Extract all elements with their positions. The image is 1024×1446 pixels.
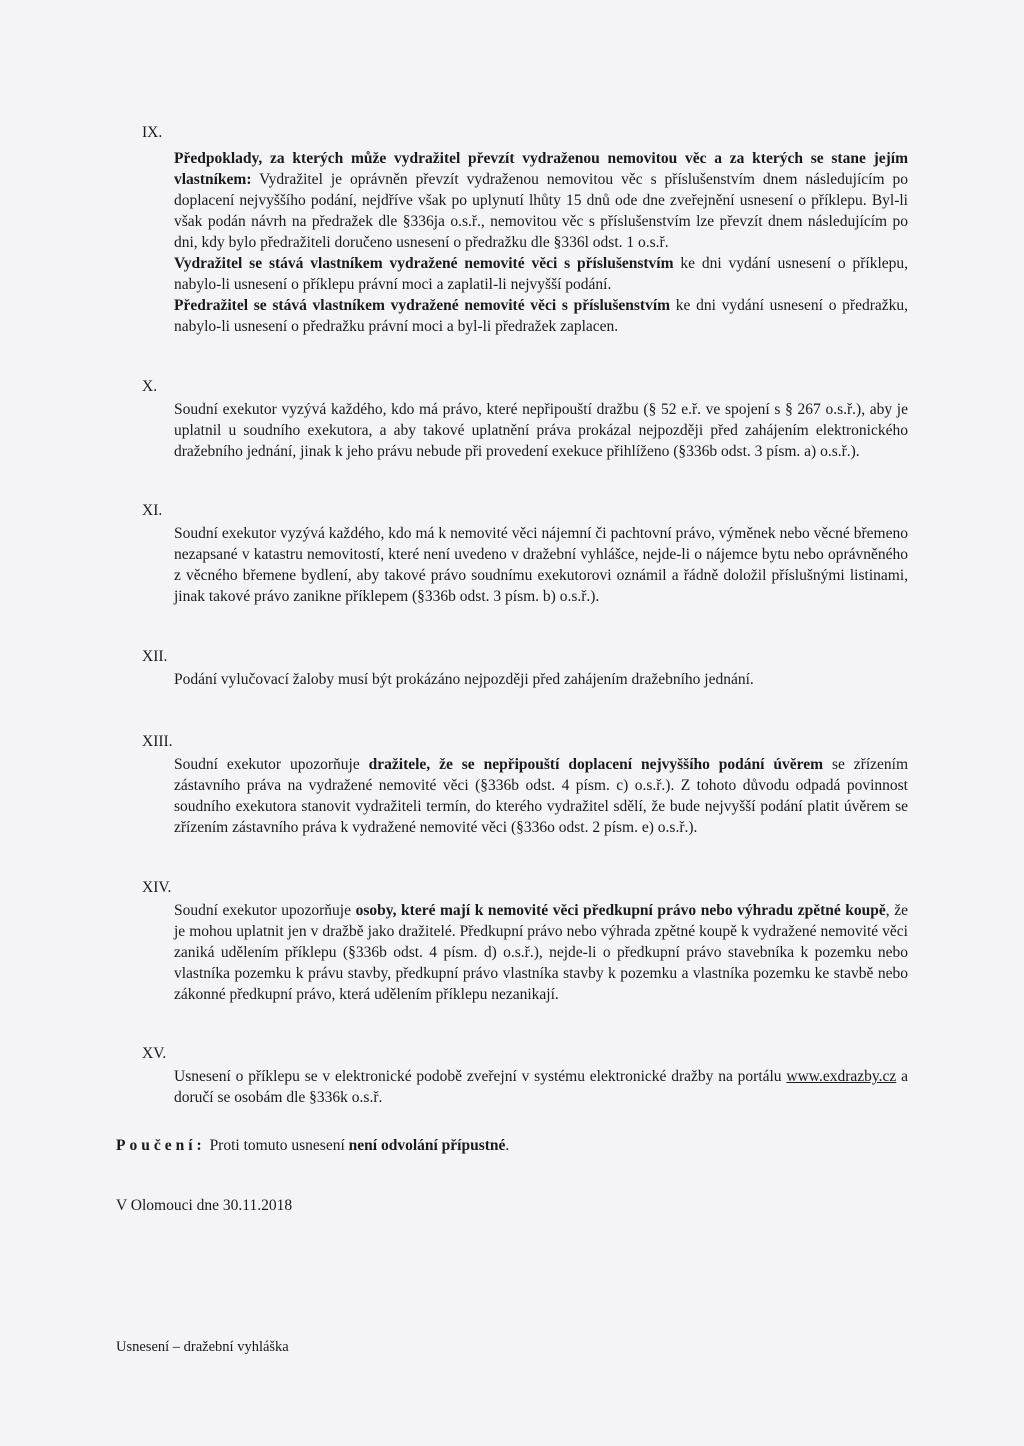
section-xiv-body: , že je mohou uplatnit jen v dražbě jako dražitelé. Předkupní právo nebo výhrada zpětné koupě k vydražené nemovité věci zaniká udělením příklepu (§336b odst. 4 písm. d) o.s.ř.), nejde-li o předkupní právo stavebníka k pozemku nebo vlastníka pozemku k právu stavby, předkupní právo vlastníka stavby k pozemku a vlastníka pozemku ke stavbě nebo zákonné předkupní právo, která udělením příklepu nezanikají. [174, 902, 908, 1003]
section-xiii-text [174, 754, 908, 838]
section-ix-paragraph-3 [174, 295, 908, 337]
section-number-x: X. [142, 378, 158, 395]
section-ix-paragraph-2 [174, 253, 908, 295]
section-number-xv: XV. [142, 1045, 167, 1062]
exdrazby-link[interactable]: www.exdrazby.cz [786, 1068, 897, 1085]
document-footer: Usnesení – dražební vyhláška [116, 1339, 289, 1355]
section-xiii-intro: Soudní exekutor upozorňuje [174, 756, 369, 773]
section-xiv-intro: Soudní exekutor upozorňuje [174, 902, 356, 919]
section-ix-body-2: ke dni vydání usnesení o příklepu, nabylo-li usnesení o příklepu právní moci a zaplatil-li nejvyšší podání. [174, 255, 908, 293]
pouceni-label: Poučení: [116, 1137, 206, 1154]
section-ix-paragraph-1 [174, 148, 908, 253]
section-xi-text: Soudní exekutor vyzývá každého, kdo má k nemovité věci nájemní či pachtovní právo, výměnek nebo věcné břemeno nezapsané v katastru nemovitostí, které není uvedeno v dražební vyhlášce, nejde-li o nájemce bytu nebo oprávněného z věcného břemene bydlení, aby takové právo soudnímu exekutorovi oznámil a řádně doložil příslušnými listinami, jinak takové právo zanikne příklepem (§336b odst. 3 písm. b) o.s.ř.). [174, 525, 908, 605]
section-xiii-body: se zřízením zástavního práva na vydražené nemovité věci (§336b odst. 4 písm. c) o.s.ř.). Z tohoto důvodu odpadá povinnost soudního exekutora stanovit vydražiteli termín, do kterého vydražitel sdělí, že bude nejvyšší podání platit úvěrem se zřízením zástavního práva k vydražené nemovité věci (§336o odst. 2 písm. e) o.s.ř.). [174, 756, 908, 836]
section-xv-body: a doručí se osobám dle §336k o.s.ř. [174, 1068, 908, 1106]
section-ix-body-3: ke dni vydání usnesení o předražku, nabylo-li usnesení o předražku právní moci a byl-li předražek zaplacen. [174, 297, 909, 335]
section-ix-text [174, 148, 908, 337]
section-number-ix: IX. [142, 124, 163, 141]
section-xii-text: Podání vylučovací žaloby musí být prokázáno nejpozději před zahájením dražebního jednání. [174, 671, 754, 688]
section-number-xii: XII. [142, 648, 168, 665]
section-number-xiii: XIII. [142, 733, 173, 750]
section-xiii-bold: dražitele, že se nepřipouští doplacení nejvyššího podání úvěrem [368, 756, 824, 773]
place-date: V Olomouci dne 30.11.2018 [116, 1197, 293, 1214]
pouceni-end: . [505, 1137, 510, 1154]
pouceni-bold: není odvolání přípustné [348, 1137, 506, 1154]
pouceni-line [116, 1137, 509, 1155]
section-number-xi: XI. [142, 502, 163, 519]
section-xiv-text [174, 900, 908, 1005]
section-ix-heading: Předpoklady, za kterých může vydražitel převzít vydraženou nemovitou věc a za kterých se stane jejím vlastníkem: [174, 150, 908, 188]
section-xv-text [174, 1066, 908, 1108]
pouceni-text: Proti tomuto usnesení [205, 1137, 349, 1154]
section-number-xiv: XIV. [142, 879, 172, 896]
section-ix-body: Vydražitel je oprávněn převzít vydraženou nemovitou věc s příslušenstvím dnem následujícím po doplacení nejvyššího podání, nejdříve však po uplynutí lhůty 15 dnů ode dne zveřejnění usnesení o příklepu. Byl-li však podán návrh na předražek dle §336ja o.s.ř., nemovitou věc s příslušenstvím lze převzít dnem následujícím po dni, kdy bylo předražiteli doručeno usnesení o předražku dle §336l odst. 1 o.s.ř. [174, 171, 908, 251]
section-ix-bold-3: Předražitel se stává vlastníkem vydražené nemovité věci s příslušenstvím [174, 297, 671, 314]
section-ix-bold-2: Vydražitel se stává vlastníkem vydražené nemovité věci s příslušenstvím [174, 255, 674, 272]
section-x-text: Soudní exekutor vyzývá každého, kdo má právo, které nepřipouští dražbu (§ 52 e.ř. ve spojení s § 267 o.s.ř.), aby je uplatnil u soudního exekutora, a aby takové uplatnění práva prokázal nejpozději před zahájením elektronického dražebního jednání, jinak k jeho právu nebude při provedení exekuce přihlíženo (§336b odst. 3 písm. a) o.s.ř.). [174, 401, 908, 460]
section-xv-intro: Usnesení o příklepu se v elektronické podobě zveřejní v systému elektronické dražby na portálu [174, 1068, 787, 1085]
section-xiv-bold: osoby, které mají k nemovité věci předkupní právo nebo výhradu zpětné koupě [355, 902, 886, 919]
